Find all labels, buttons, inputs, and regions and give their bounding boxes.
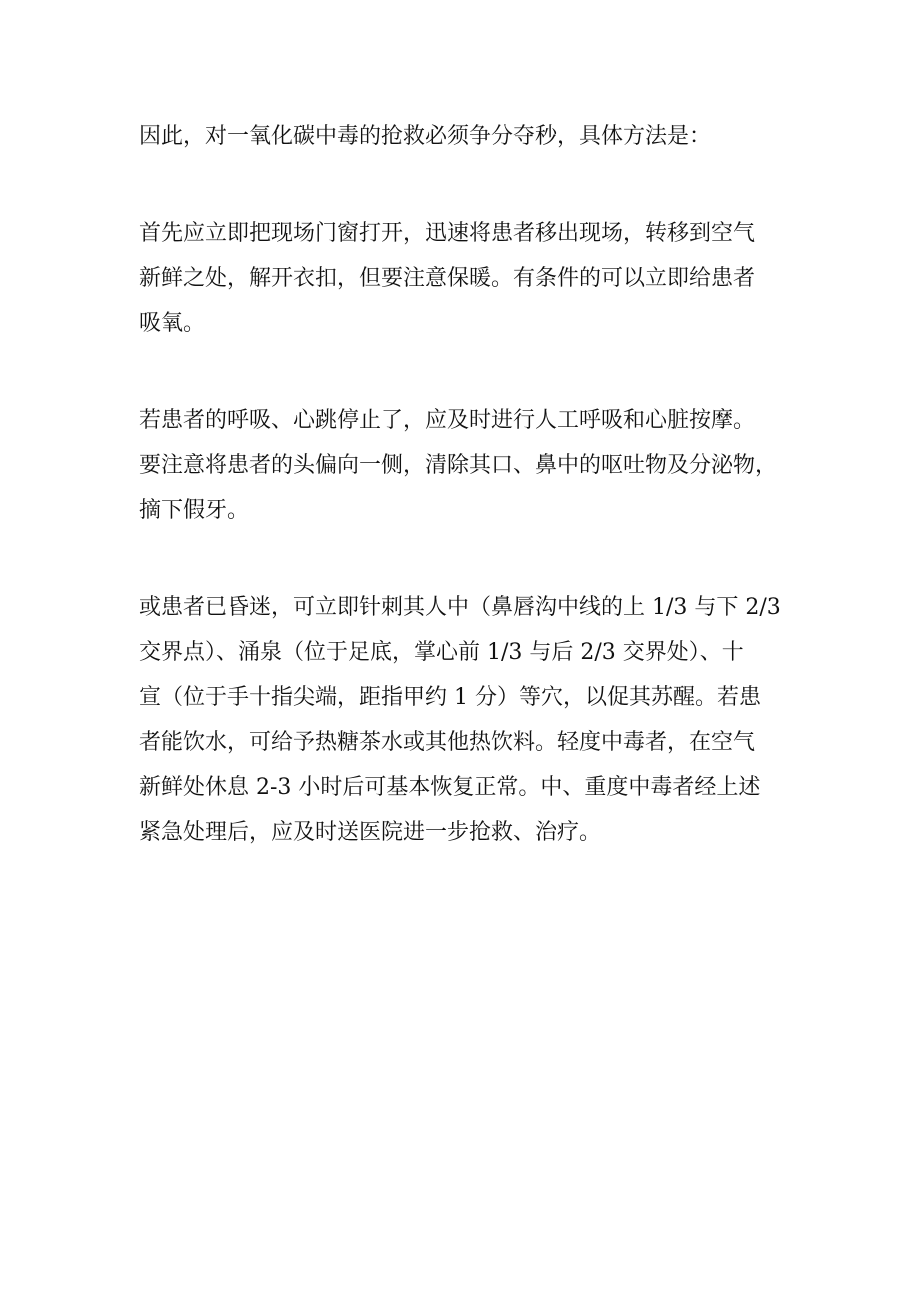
- paragraph-gap: [139, 159, 799, 211]
- paragraph-intro: [139, 114, 799, 159]
- text-line: 新鲜处休息 2-3 小时后可基本恢复正常。中、重度中毒者经上述: [139, 775, 761, 800]
- text-line: 新鲜之处，解开衣扣，但要注意保暖。有条件的可以立即给患者: [139, 266, 756, 291]
- paragraph-acupuncture: [139, 585, 799, 855]
- paragraph-cpr: [139, 398, 799, 533]
- text-line: 交界点）、涌泉（位于足底，掌心前 1/3 与后 2/3 交界处）、十: [139, 640, 744, 665]
- text-line: 吸氧。: [139, 311, 206, 336]
- text-line: 者能饮水，可给予热糖茶水或其他热饮料。轻度中毒者，在空气: [139, 730, 756, 755]
- text-line: 若患者的呼吸、心跳停止了，应及时进行人工呼吸和心脏按摩。: [139, 408, 756, 433]
- paragraph-gap: [139, 346, 799, 398]
- paragraph-first-steps: [139, 211, 799, 346]
- text-line: 宣（位于手十指尖端，距指甲约 1 分）等穴，以促其苏醒。若患: [139, 685, 761, 710]
- text-line: 紧急处理后，应及时送医院进一步抢救、治疗。: [139, 820, 602, 845]
- document-body: [139, 114, 799, 855]
- text-line: 摘下假牙。: [139, 498, 250, 523]
- text-line: 要注意将患者的头偏向一侧，清除其口、鼻中的呕吐物及分泌物，: [139, 453, 778, 478]
- text-line: 或患者已昏迷，可立即针刺其人中（鼻唇沟中线的上 1/3 与下 2/3: [139, 595, 781, 620]
- paragraph-gap: [139, 533, 799, 585]
- text-line: 首先应立即把现场门窗打开，迅速将患者移出现场，转移到空气: [139, 221, 756, 246]
- text-line: 因此，对一氧化碳中毒的抢救必须争分夺秒，具体方法是：: [139, 124, 712, 149]
